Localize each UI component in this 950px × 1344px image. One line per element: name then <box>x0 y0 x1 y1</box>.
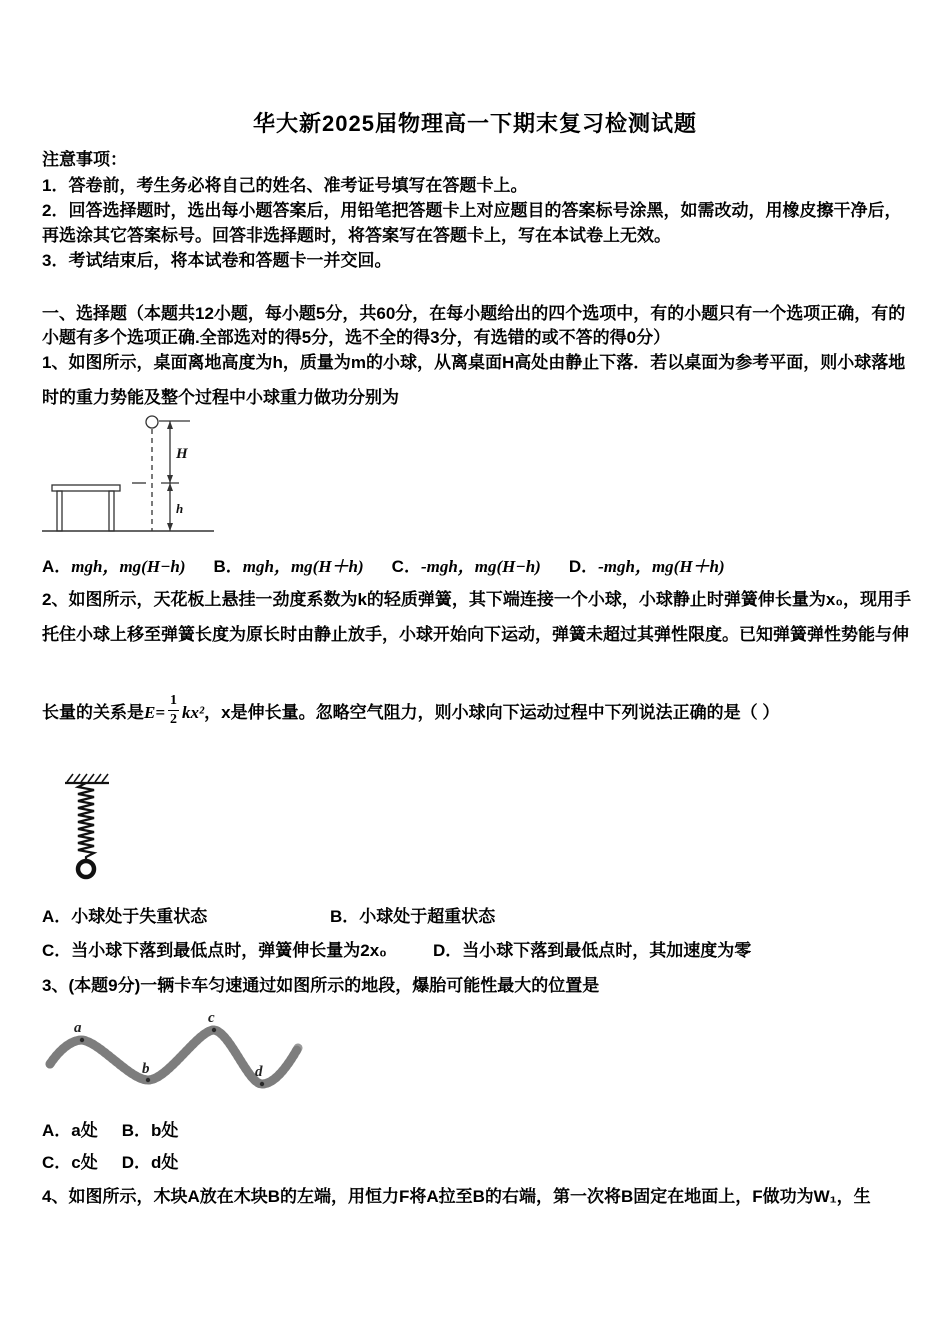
q3-figure-drawing <box>40 1012 320 1102</box>
ceiling-icon <box>65 774 109 783</box>
formula-prefix: 长量的关系是 <box>42 703 144 723</box>
notice-heading: 注意事项： <box>42 150 127 169</box>
q1-option-d-label: D． <box>568 557 599 576</box>
notice-item-2-line-2: 再选涂其它答案标号。回答非选择题时，将答案写在答题卡上，写在本试卷上无效。 <box>42 226 671 245</box>
point-d-dot <box>260 1082 264 1086</box>
q2-option-d: D．当小球下落到最低点时，其加速度为零 <box>433 941 752 960</box>
point-a-dot <box>80 1038 84 1042</box>
question-2-text-line-1: 2、如图所示，天花板上悬挂一劲度系数为k的轻质弹簧，其下端连接一个小球，小球静止时弹簧伸长量为x₀，现用手 <box>42 590 912 609</box>
q1-option-d-text: -mgh，mg(H＋h) <box>598 557 725 576</box>
q1-option-a <box>42 556 185 577</box>
question-2-text-line-2: 托住小球上移至弹簧长度为原长时由静止放手，小球开始向下运动，弹簧未超过其弹性限度。已知弹簧弹性势能与伸 <box>42 625 909 644</box>
formula-lhs: E= <box>144 703 166 723</box>
q1-option-a-label: A． <box>42 557 72 576</box>
formula-suffix: ，x是伸长量。忽略空气阻力，则小球向下运动过程中下列说法正确的是（ ） <box>204 703 780 723</box>
fraction-denominator: 2 <box>170 711 178 727</box>
spring-icon <box>78 783 94 860</box>
point-b-dot <box>146 1078 150 1082</box>
table-icon <box>52 485 120 531</box>
q1-option-c-label: C． <box>391 557 421 576</box>
fraction-numerator: 1 <box>170 692 178 708</box>
label-b: b <box>142 1061 150 1077</box>
notice-item-3: 3．考试结束后，将本试卷和答题卡一并交回。 <box>42 251 392 270</box>
question-4-text-line-1: 4、如图所示，木块A放在木块B的左端，用恒力F将A拉至B的右端，第一次将B固定在地面上，F做功为W₁，生 <box>42 1187 871 1206</box>
question-3-options-ab <box>42 1120 178 1141</box>
ball-icon <box>146 416 158 428</box>
q1-option-c-text: -mgh，mg(H−h) <box>420 557 541 576</box>
q3-option-a: A．a处 <box>42 1121 98 1140</box>
point-c-dot <box>212 1028 216 1032</box>
q1-option-b <box>213 556 363 577</box>
q3-figure-wavy-road <box>40 1012 320 1102</box>
ball-icon <box>78 861 94 877</box>
question-1-text-line-1: 1、如图所示，桌面离地高度为h，质量为m的小球，从离桌面H高处由静止下落．若以桌面为参考平面，则小球落地 <box>42 353 906 372</box>
q1-figure-ball-above-table <box>40 412 220 537</box>
q1-option-b-text: mgh，mg(H＋h) <box>242 557 364 576</box>
q3-option-d: D．d处 <box>121 1153 179 1172</box>
label-a: a <box>74 1020 82 1036</box>
question-2-formula-line <box>42 690 779 736</box>
q1-figure-drawing <box>40 412 220 537</box>
label-h: h <box>176 501 184 516</box>
question-3-text-line-1: 3、(本题9分)一辆卡车匀速通过如图所示的地段，爆胎可能性最大的位置是 <box>42 976 600 995</box>
label-H: H <box>176 446 188 462</box>
question-3-options-cd <box>42 1152 178 1173</box>
label-d: d <box>255 1064 263 1080</box>
q3-option-b: B．b处 <box>121 1121 179 1140</box>
q3-option-c: C．c处 <box>42 1153 98 1172</box>
q2-figure-drawing <box>60 772 150 887</box>
section1-heading-line-2: 小题有多个选项正确.全部选对的得5分，选不全的得3分，有选错的或不答的得0分） <box>42 328 671 347</box>
q1-option-d <box>569 556 725 577</box>
q1-option-c <box>392 556 541 577</box>
q2-figure-spring-ball <box>60 772 150 887</box>
notice-item-1: 1．答卷前，考生务必将自己的姓名、准考证号填写在答题卡上。 <box>42 176 528 195</box>
q2-option-c: C．当小球下落到最低点时，弹簧伸长量为2x₀ <box>42 941 387 960</box>
label-c: c <box>208 1012 215 1026</box>
question-1-text-line-2: 时的重力势能及整个过程中小球重力做功分别为 <box>42 388 399 407</box>
q1-option-a-text: mgh，mg(H−h) <box>71 557 186 576</box>
q1-option-b-label: B． <box>213 557 243 576</box>
q2-option-a: A．小球处于失重状态 <box>42 907 208 926</box>
formula-rhs: kx² <box>182 703 205 723</box>
page-title: 华大新2025届物理高一下期末复习检测试题 <box>253 111 697 136</box>
q2-option-b: B．小球处于超重状态 <box>330 907 496 926</box>
section1-heading-line-1: 一、选择题（本题共12小题，每小题5分，共60分，在每小题给出的四个选项中，有的小题只有一个选项正确，有的 <box>42 304 906 323</box>
question-1-options <box>42 556 725 577</box>
notice-item-2-line-1: 2．回答选择题时，选出每小题答案后，用铅笔把答题卡上对应题目的答案标号涂黑，如需改动，用橡皮擦干净后， <box>42 201 902 220</box>
fraction-one-half <box>168 694 179 727</box>
